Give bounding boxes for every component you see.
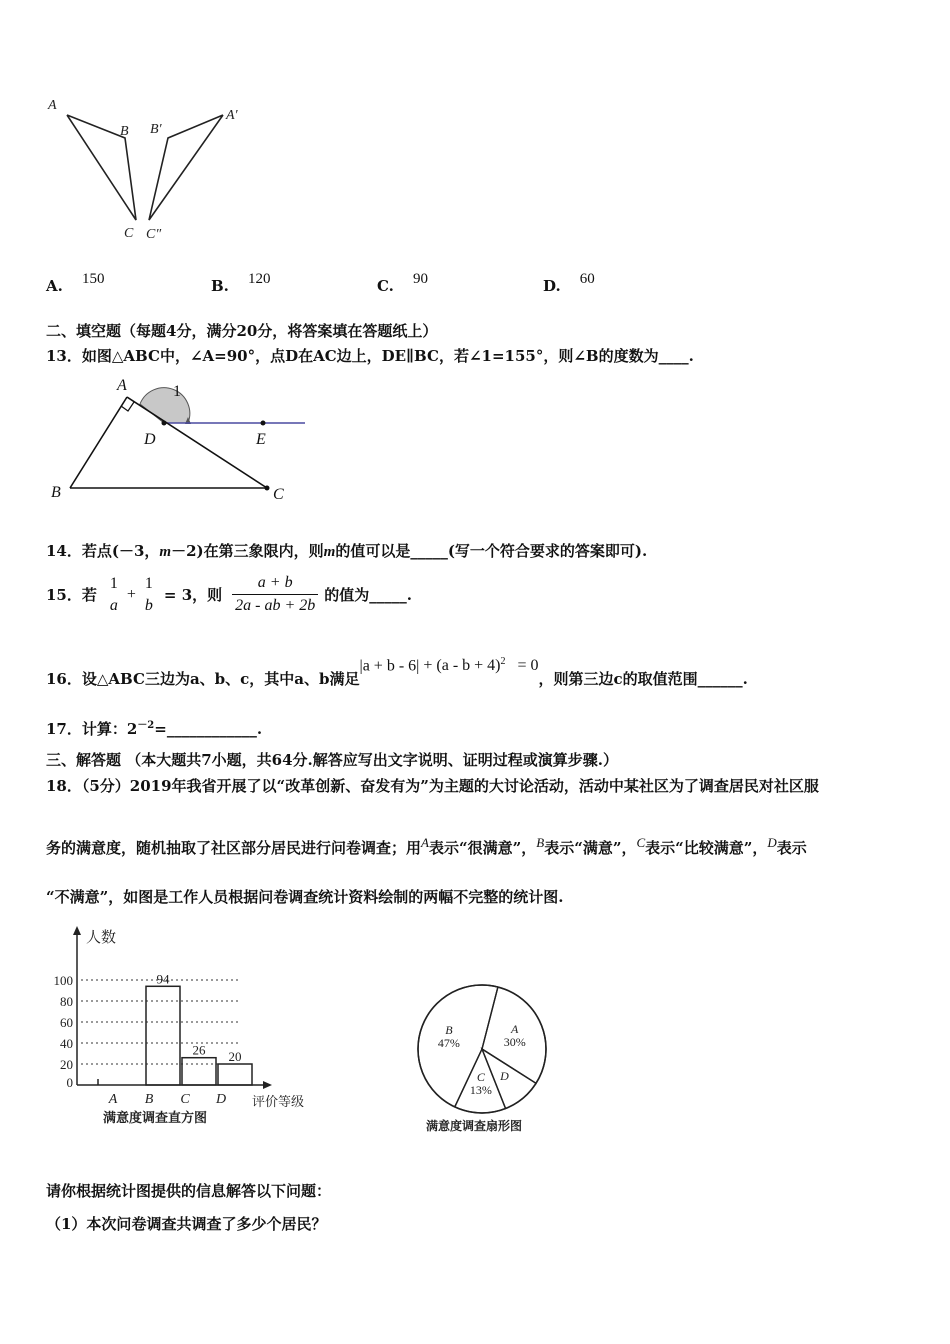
q17-text: 17．计算：$2^{-2}=\_\_\_\_\_\_\_\_\_\_\_\_$. (46, 720, 263, 738)
q18-line1: 18．（5分）2019年我省开展了以“改革创新、奋发有为”为主题的大讨论活动，活动中某社区为了调查居民对社区服 (46, 777, 819, 795)
label-angle-1: 1 (173, 383, 181, 400)
q16-formula: $|a + b - 6| + (a - b + 4)^2 = 0$ (359, 656, 539, 675)
label-c-double-prime: C″ (146, 227, 162, 242)
label-c: C (273, 486, 284, 503)
choice-a[interactable]: A. 150 (46, 271, 105, 295)
q18-line2: 务的满意度，随机抽取了社区部分居民进行问卷调查；用$^A$表示“很满意”，$^B$表示“满意”，$^C$表示“比较满意”，$^D$表示 (46, 835, 807, 857)
pie-chart (410, 975, 560, 1140)
x-axis-label: 评价等级 (252, 1094, 305, 1109)
pie-chart-title: 满意度调查扇形图 (426, 1119, 523, 1133)
label-e: E (256, 431, 266, 448)
point-c (265, 486, 270, 491)
x-tick-B: B (144, 1092, 154, 1107)
q18-line3: “不满意”，如图是工作人员根据问卷调查统计资料绘制的两幅不完整的统计图. (46, 888, 564, 906)
bar-D (218, 1064, 252, 1085)
data-label-B: 94 (156, 971, 170, 987)
q16-text: 16．设△ABC三边为a、b、c，其中a、b满足 $|a + b - 6| + (a - b + 4)^2 = 0$ ，则第三边c的取值范围______. (46, 656, 748, 688)
x-tick-C: C (180, 1092, 190, 1107)
angle-1-arc (140, 388, 190, 423)
data-label-C: 26 (192, 1042, 206, 1058)
x-tick-A: A (108, 1092, 118, 1107)
q13-text: 13．如图△ABC中，∠A=90°，点D在AC边上，DE∥BC，若∠1=155°，则∠B的度数为____. (46, 347, 694, 365)
y-tick-label: 100 (53, 973, 73, 988)
label-b: B (120, 124, 129, 139)
pie-label-A: A (511, 1022, 519, 1037)
label-a: A (117, 377, 127, 394)
choice-d[interactable]: D. 60 (543, 271, 595, 295)
section3-title: 三、解答题 （本大题共7小题，共64分.解答应写出文字说明、证明过程或演算步骤.） (46, 751, 618, 769)
label-b: B (51, 484, 61, 501)
q15-fraction-1: 1 a (109, 574, 118, 614)
bar-C (182, 1058, 216, 1085)
choice-c[interactable]: C. 90 (377, 271, 428, 295)
y-axis-label: 人数 (86, 930, 117, 946)
y-tick-label: 40 (60, 1036, 73, 1051)
data-label-D: 20 (228, 1049, 242, 1064)
q18-prompt: 请你根据统计图提供的信息解答以下问题： (46, 1182, 332, 1200)
y-axis-arrow (73, 926, 81, 935)
pie-percent-A: 30% (503, 1035, 526, 1050)
q13-figure (45, 372, 310, 507)
q15-fraction-2: 1 b (144, 574, 153, 614)
pie-label-C: C (476, 1070, 485, 1085)
q15-fraction-3: $\frac{a + b}{2a - ab + 2b}$ (232, 574, 318, 615)
y-tick-label: 20 (60, 1057, 73, 1072)
q14-text: 14．若点(－3，m－2)在第三象限内，则m的值可以是_____(写一个符合要求的答案即可). (46, 542, 648, 560)
label-a: A (48, 98, 57, 113)
point-d (162, 421, 167, 426)
q18-sub1: （1）本次问卷调查共调查了多少个居民？ (46, 1215, 327, 1233)
pie-percent-B: 47% (437, 1036, 460, 1051)
label-b-prime: B′ (150, 122, 162, 137)
pie-label-B: B (445, 1023, 453, 1038)
choice-b[interactable]: B. 120 (211, 271, 271, 295)
y-tick-label: 60 (60, 1015, 73, 1030)
y-tick-label: 0 (66, 1075, 73, 1090)
bar-chart-histogram (40, 920, 340, 1135)
pie-slice-D (482, 1049, 536, 1109)
q12-triangles-figure (40, 95, 260, 245)
segment-ab (70, 397, 127, 488)
x-axis-arrow (263, 1081, 272, 1089)
y-tick-label: 80 (60, 994, 73, 1009)
label-a-prime: A′ (226, 108, 238, 123)
label-c: C (124, 226, 134, 241)
pie-percent-C: 13% (469, 1083, 492, 1098)
bar-chart-title: 满意度调查直方图 (103, 1110, 208, 1125)
point-e (261, 421, 266, 426)
section2-title: 二、填空题（每题4分，满分20分，将答案填在答题纸上） (46, 322, 438, 340)
pie-label-D: D (500, 1069, 509, 1084)
label-d: D (144, 431, 156, 448)
q15-text: 15．若 1 a + 1 b = 3，则 $\frac{a + b}{2a - ab + 2b}$ 的值为_____. (46, 574, 412, 614)
x-tick-D: D (215, 1092, 227, 1107)
